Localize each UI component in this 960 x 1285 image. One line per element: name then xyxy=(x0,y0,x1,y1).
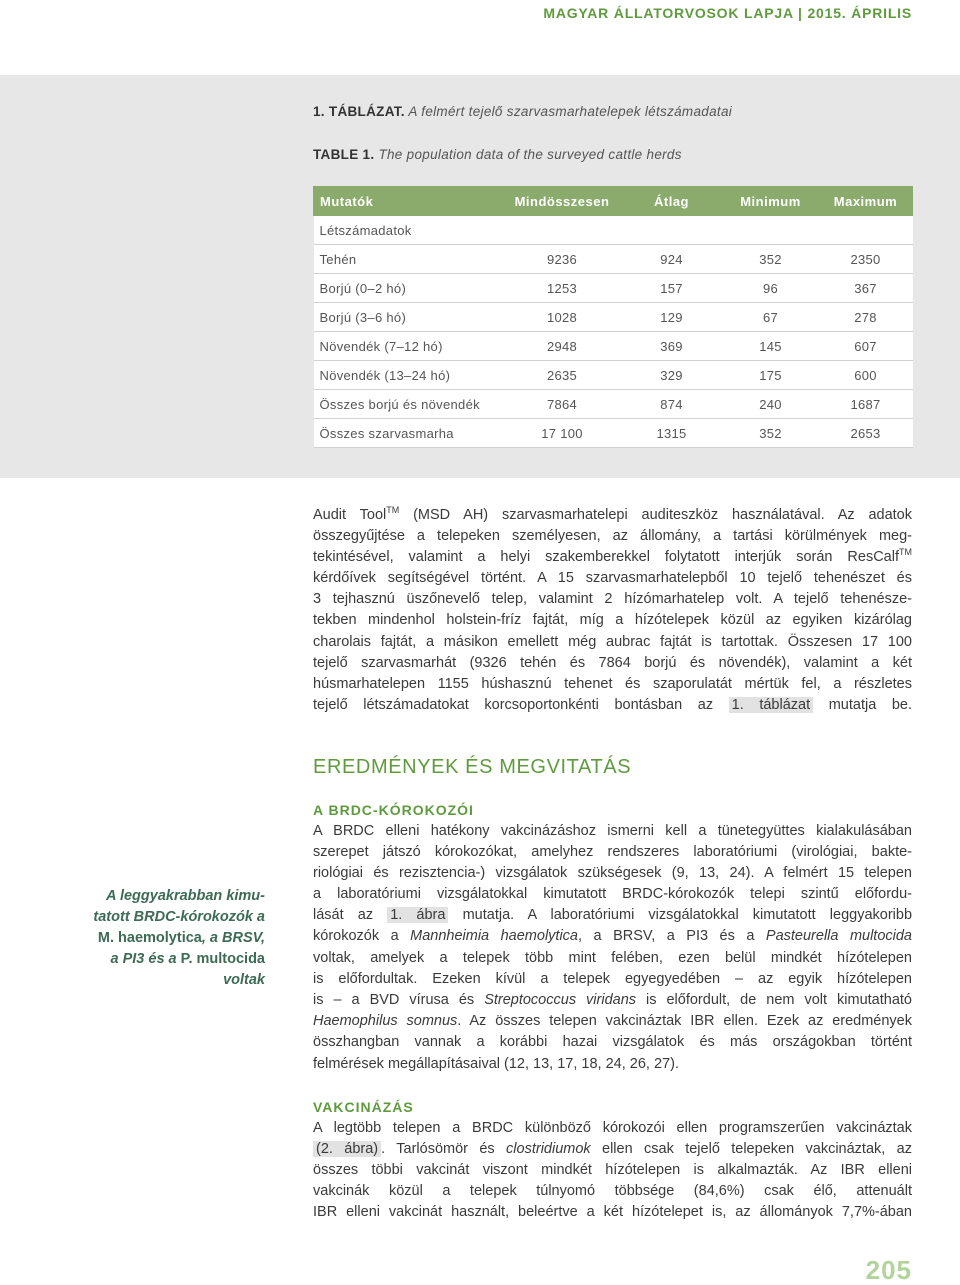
column-header: Minimum xyxy=(723,187,819,216)
journal-header: MAGYAR ÁLLATORVOSOK LAPJA | 2015. ÁPRILIS xyxy=(543,5,912,21)
table-caption-en xyxy=(313,145,682,165)
figure-reference-link[interactable]: 1. ábra xyxy=(387,907,448,923)
text-span: ellen csak tejelő telepeken vakcináztak, az xyxy=(590,1140,912,1157)
text-span: kórokozók a xyxy=(313,928,411,945)
text-span: is előfordult, de nem volt kimutatható xyxy=(636,992,912,1008)
pull-quote xyxy=(40,886,265,990)
table-header-row xyxy=(314,187,913,216)
cell-maximum: 1687 xyxy=(819,390,913,419)
species-name: Streptococcus viridans xyxy=(484,992,637,1008)
cell-maximum: 600 xyxy=(819,361,913,390)
text-line: vakcinák közül a telepek túlnyomó többsége (84,6%) csak élő, attenuált xyxy=(313,1183,912,1200)
cell-maximum: 278 xyxy=(819,303,913,332)
text-line: A legtöbb telepen a BRDC különböző kórokozói ellen programszerűen vakcináztak xyxy=(313,1119,912,1136)
cell-total: 17 100 xyxy=(504,419,621,448)
text-line: riológiai és rezisztencia-) vizsgálatok szükségesek (9, 13, 24). A felmért 15 telepen xyxy=(313,864,912,881)
table-row xyxy=(314,361,913,390)
column-header: Mindösszesen xyxy=(504,187,621,216)
brdc-subheading: A BRDC-KÓROKOZÓI xyxy=(313,802,474,818)
table-row xyxy=(314,245,913,274)
text-line xyxy=(313,695,912,716)
text-line: is előfordultak. Ezeken kívül a telepek egyegyedében – az egyik hízótelepen xyxy=(313,970,912,987)
caption-hu-label: 1. TÁBLÁZAT. xyxy=(313,104,405,119)
species-name: clostridiumok xyxy=(506,1140,591,1157)
text-span: mutatja. A laboratóriumi vizsgálatokkal kimutatott leggyakoribb xyxy=(448,907,912,924)
text-line: szerepet játszó kórokozókat, amelyhez rendszeres laboratóriumi (virológiai, bakte- xyxy=(313,843,912,860)
trademark-sup: TM xyxy=(386,504,400,515)
cell-minimum: 175 xyxy=(723,361,819,390)
figure-reference-link[interactable]: (2. ábra) xyxy=(313,1141,381,1157)
text-span: Audit Tool xyxy=(313,506,387,523)
text-line: tekben mindenhol holstein-fríz fajtát, míg a hízótelepek közül az egyiken kizárólag xyxy=(313,612,912,629)
cell-total: 2635 xyxy=(504,361,621,390)
table-row xyxy=(314,390,913,419)
cell-average: 369 xyxy=(621,332,723,361)
text-line: voltak, amelyek a telepek több mint felében, ezen belül mindkét hízótelepen xyxy=(313,949,912,966)
text-span: is – a BVD vírusa és xyxy=(313,992,485,1008)
row-label: Összes borjú és növendék xyxy=(314,390,504,419)
species-name: Pasteurella multocida xyxy=(765,928,912,945)
pull-quote-line xyxy=(40,949,265,970)
table-reference-link[interactable]: 1. táblázat xyxy=(729,697,813,713)
text-line: összes többi vakcinát viszont mindkét hízótelepen is alkalmazták. Az IBR elleni xyxy=(313,1161,912,1178)
population-table xyxy=(313,186,913,448)
row-label: Összes szarvasmarha xyxy=(314,419,504,448)
vaccination-paragraph xyxy=(313,1118,912,1224)
cell-minimum: 240 xyxy=(723,390,819,419)
cell-average: 1315 xyxy=(621,419,723,448)
cell-minimum: 67 xyxy=(723,303,819,332)
text-span: (MSD AH) szarvasmarhatelepi auditeszköz használatával. Az adatok xyxy=(399,506,912,523)
cell-total: 2948 xyxy=(504,332,621,361)
caption-hu-text: A felmért tejelő szarvasmarhatelepek létszámadatai xyxy=(404,104,733,119)
table-row xyxy=(314,274,913,303)
text-line: a laboratóriumi vizsgálatokkal kimutatott BRDC-kórokozók telepi szintű előfordu- xyxy=(313,886,912,903)
row-label: Növendék (7–12 hó) xyxy=(314,332,504,361)
species-name: M. haemolytica xyxy=(97,929,202,946)
pull-quote-line xyxy=(40,928,265,949)
species-name: P. multocida xyxy=(180,950,265,967)
caption-en-text: The population data of the surveyed cattle herds xyxy=(374,147,682,162)
text-line xyxy=(313,926,912,947)
row-label: Tehén xyxy=(314,245,504,274)
text-span: , a BRSV, xyxy=(201,929,265,946)
text-line xyxy=(313,1139,912,1160)
cell-total: 7864 xyxy=(504,390,621,419)
cell-average: 874 xyxy=(621,390,723,419)
text-line xyxy=(313,990,912,1011)
text-line: 3 tejhasznú üszőnevelő telep, valamint 2 hízómarhatelep volt. A tejelő tehenésze- xyxy=(313,591,912,608)
cell-maximum: 607 xyxy=(819,332,913,361)
row-label: Borjú (3–6 hó) xyxy=(314,303,504,332)
column-header: Átlag xyxy=(621,187,723,216)
brdc-paragraph xyxy=(313,821,912,1075)
cell-minimum: 96 xyxy=(723,274,819,303)
pull-quote-line: tatott BRDC-kórokozók a xyxy=(93,908,265,925)
text-line xyxy=(313,505,912,526)
text-span: lását az xyxy=(313,907,388,924)
cell-minimum: 352 xyxy=(723,245,819,274)
text-span: , a BRSV, a PI3 és a xyxy=(578,928,766,945)
cell-maximum: 2350 xyxy=(819,245,913,274)
species-name: Haemophilus somnus xyxy=(313,1013,458,1030)
trademark-sup: TM xyxy=(899,546,912,557)
cell-minimum: 145 xyxy=(723,332,819,361)
text-line xyxy=(313,1011,912,1032)
cell-minimum: 352 xyxy=(723,419,819,448)
text-span: a PI3 és a xyxy=(110,950,181,967)
cell-total: 1253 xyxy=(504,274,621,303)
text-span: . Tarlósömör és xyxy=(381,1140,507,1157)
text-line: összegyűjtése a telepeken személyesen, az állomány, a tartási körülmények meg- xyxy=(313,527,912,544)
cell-maximum: 2653 xyxy=(819,419,913,448)
species-name: Mannheimia haemolytica xyxy=(410,928,578,945)
text-span: tekintésével, valamint a helyi szakemberekkel folytatott interjúk során ResCalf xyxy=(313,548,899,565)
pull-quote-line: voltak xyxy=(223,971,265,988)
vaccination-subheading: VAKCINÁZÁS xyxy=(313,1099,414,1115)
results-heading: EREDMÉNYEK ÉS MEGVITATÁS xyxy=(313,756,632,778)
text-line: kérdőívek segítségével történt. A 15 szarvasmarhatelepből 10 tejelő tehenészet és xyxy=(313,570,912,587)
section-label: Létszámadatok xyxy=(314,216,913,245)
text-line: IBR elleni vakcinát használt, beleértve a két hízótelepet is, az állományok 7,7%-ában xyxy=(313,1204,912,1221)
table-caption-hu xyxy=(313,102,732,122)
page-number: 205 xyxy=(865,1255,912,1285)
pull-quote-line: A leggyakrabban kimu- xyxy=(105,888,265,904)
text-line: charolais fajtát, a másikon emellett még aubrac fajtát is tartottak. Összesen 17 100 xyxy=(313,633,912,650)
column-header: Mutatók xyxy=(314,187,504,216)
table-row xyxy=(314,303,913,332)
table-row xyxy=(314,332,913,361)
table-row xyxy=(314,419,913,448)
cell-average: 924 xyxy=(621,245,723,274)
cell-average: 129 xyxy=(621,303,723,332)
row-label: Növendék (13–24 hó) xyxy=(314,361,504,390)
text-line xyxy=(313,905,912,926)
text-span: mutatja be. xyxy=(813,697,912,714)
row-label: Borjú (0–2 hó) xyxy=(314,274,504,303)
cell-maximum: 367 xyxy=(819,274,913,303)
text-line xyxy=(313,547,912,568)
column-header: Maximum xyxy=(819,187,913,216)
cell-total: 9236 xyxy=(504,245,621,274)
intro-paragraph xyxy=(313,505,912,717)
text-line: húsmarhatelepen 1155 húshasznú tehenet és szaporulatát mértük fel, a részletes xyxy=(313,676,912,692)
text-span: tejelő létszámadatokat korcsoportonkénti bontásban az xyxy=(313,697,729,714)
text-line: A BRDC elleni hatékony vakcinázáshoz ismerni kell a tünetegyüttes kialakulásában xyxy=(313,822,912,839)
cell-average: 329 xyxy=(621,361,723,390)
table-section-row xyxy=(314,216,913,245)
text-line: felmérések megállapításaival (12, 13, 17, 18, 24, 26, 27). xyxy=(313,1055,679,1072)
caption-en-label: TABLE 1. xyxy=(313,147,375,162)
cell-total: 1028 xyxy=(504,303,621,332)
text-line: tejelő szarvasmarhát (9326 tehén és 7864 borjú és növendék), valamint a két xyxy=(313,654,912,671)
text-line: összhangban vannak a korábbi hazai vizsgálatok és más országokban történt xyxy=(313,1034,912,1051)
cell-average: 157 xyxy=(621,274,723,303)
text-span: . Az összes telepen vakcináztak IBR ellen. Ezek az eredmények xyxy=(457,1013,912,1030)
